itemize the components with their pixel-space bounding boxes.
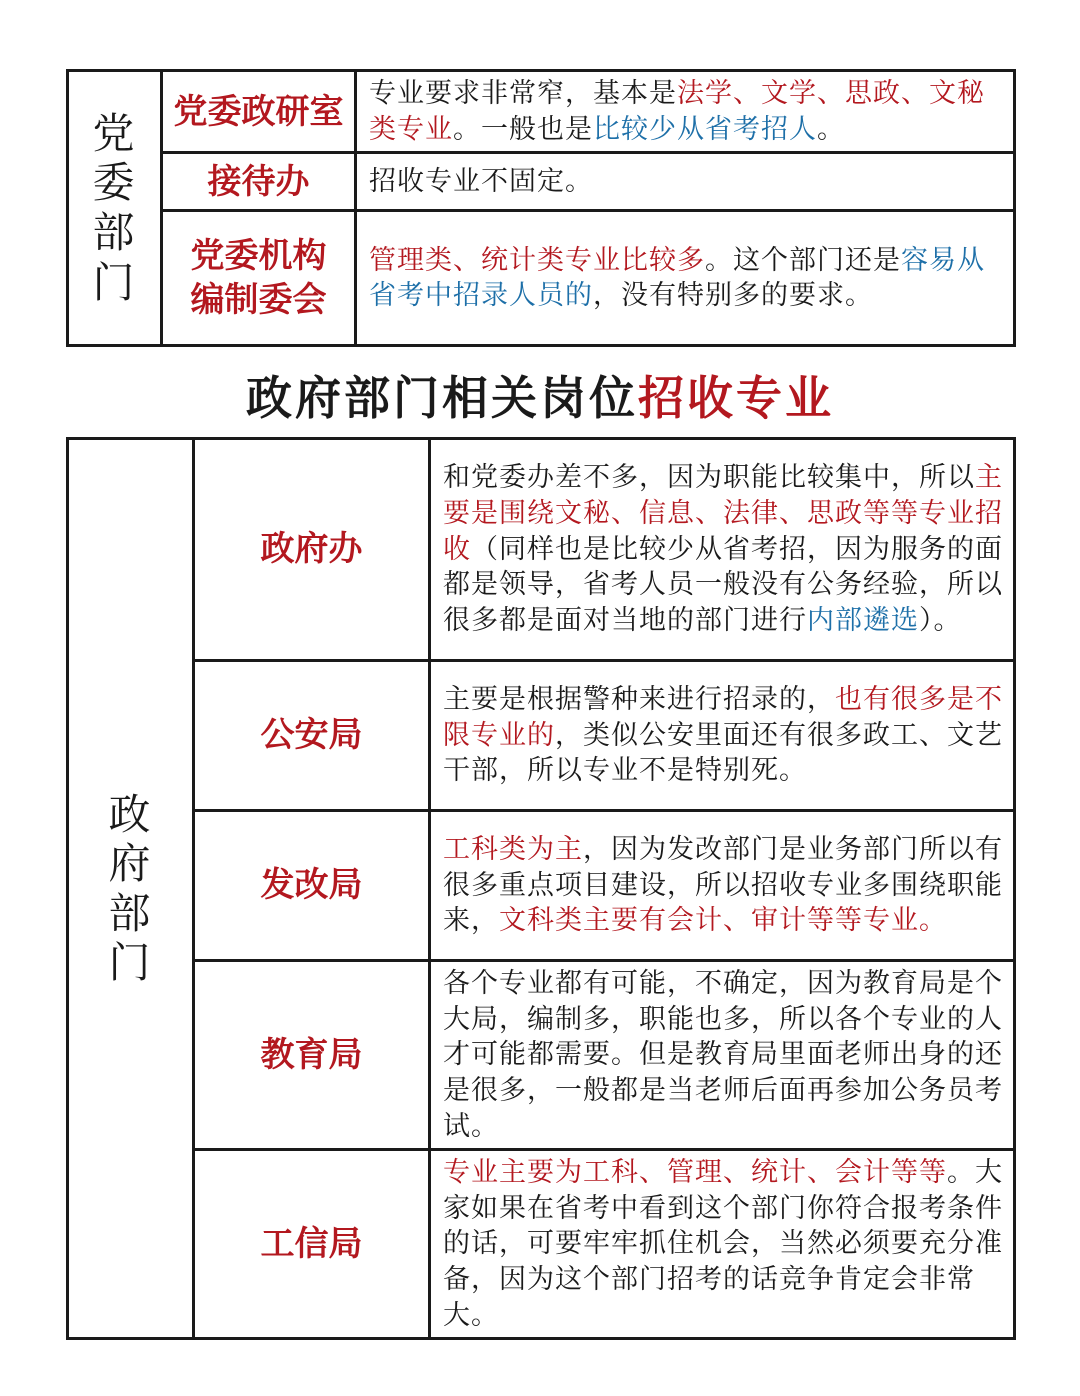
gov-category-label	[68, 439, 194, 1339]
desc-segment: 工科类为主	[443, 834, 583, 866]
party-departments-table	[66, 69, 1016, 347]
desc-segment: ，因为发改部门是业务部门所以有很多重点项目建设，所以招收专业多围绕职能来，	[443, 834, 1003, 937]
heading-main: 政府部门相关岗位	[246, 371, 638, 425]
dept-description	[430, 811, 1015, 961]
desc-segment: 内部遴选	[807, 604, 919, 636]
section-heading	[0, 362, 1080, 428]
desc-segment: 文科类主要有会计、审计等等专业。	[499, 905, 947, 937]
dept-name	[162, 211, 356, 346]
desc-segment: （同样也是比较少从省考招，因为服务的面都是领导，省考人员一般没有公务经验，所以很多都是面对当地的部门进行	[443, 533, 1003, 636]
dept-name: 发改局	[194, 811, 430, 961]
gov-departments-table	[66, 437, 1016, 1340]
heading-highlight: 招收专业	[638, 371, 834, 425]
dept-name: 教育局	[194, 961, 430, 1150]
desc-segment: 。一般也是	[453, 113, 593, 145]
desc-segment: ，类似公安里面还有很多政工、文艺干部，所以专业不是特别死。	[443, 719, 1003, 787]
dept-description	[430, 661, 1015, 811]
desc-segment: 专业主要为工科、管理、统计、会计等等	[443, 1157, 947, 1189]
dept-name-line: 编制委会	[190, 280, 327, 321]
desc-segment: 和党委办差不多，因为职能比较集中，所以	[443, 462, 975, 494]
dept-name: 公安局	[194, 661, 430, 811]
desc-segment: 。大家如果在省考中看到这个部门你符合报考条件的话，可要牢牢抓住机会，当然必须要充分准备，因为这个部门招考的话竞争肯定会非常大。	[443, 1157, 1003, 1331]
desc-segment: 各个专业都有可能，不确定，因为教育局是个大局，编制多，职能也多，所以各个专业的人才可能都需要。但是教育局里面老师出身的还是很多，一般都是当老师后面再参加公务员考试。	[443, 968, 1003, 1142]
desc-segment: 专业要求非常窄，基本是	[369, 78, 677, 109]
gov-label-char: 部	[108, 888, 153, 938]
dept-description	[430, 1150, 1015, 1339]
desc-segment: 主要是根据警种来进行招录的，	[443, 684, 835, 716]
party-label-char: 党	[92, 108, 137, 158]
desc-segment: 也有很多是不限专业的	[443, 684, 1003, 751]
gov-label-char: 门	[108, 938, 153, 988]
party-label-char: 委	[92, 158, 137, 208]
party-label-char: 部	[92, 208, 137, 257]
dept-description	[430, 961, 1015, 1150]
dept-name: 党委政研室	[162, 71, 356, 153]
dept-description	[356, 71, 1015, 153]
dept-name: 工信局	[194, 1150, 430, 1339]
desc-segment: 法学、文学、思政、文秘类专业	[369, 78, 985, 145]
party-label-char: 门	[92, 257, 137, 307]
desc-segment: 管理类、统计类专业比较多	[369, 244, 705, 276]
dept-name-line: 党委机构	[190, 235, 327, 276]
dept-description	[356, 211, 1015, 346]
desc-segment: ，没有特别多的要求。	[593, 280, 873, 312]
desc-segment: 比较少从省考招人	[593, 113, 817, 145]
desc-segment: 主要是围绕文秘、信息、法律、思政等等专业招收	[443, 462, 1003, 565]
dept-name: 接待办	[162, 153, 356, 211]
gov-label-char: 府	[108, 839, 153, 889]
desc-segment: 招收专业不固定。	[369, 165, 593, 197]
desc-segment: 容易从省考中招录人员的	[369, 244, 985, 312]
dept-name: 政府办	[194, 439, 430, 661]
dept-description	[356, 153, 1015, 211]
desc-segment: 。这个部门还是	[705, 244, 901, 276]
desc-segment: 。	[817, 113, 845, 145]
party-category-label	[68, 71, 162, 346]
gov-label-char: 政	[108, 789, 153, 839]
dept-description	[430, 439, 1015, 661]
desc-segment: ）。	[919, 604, 962, 636]
